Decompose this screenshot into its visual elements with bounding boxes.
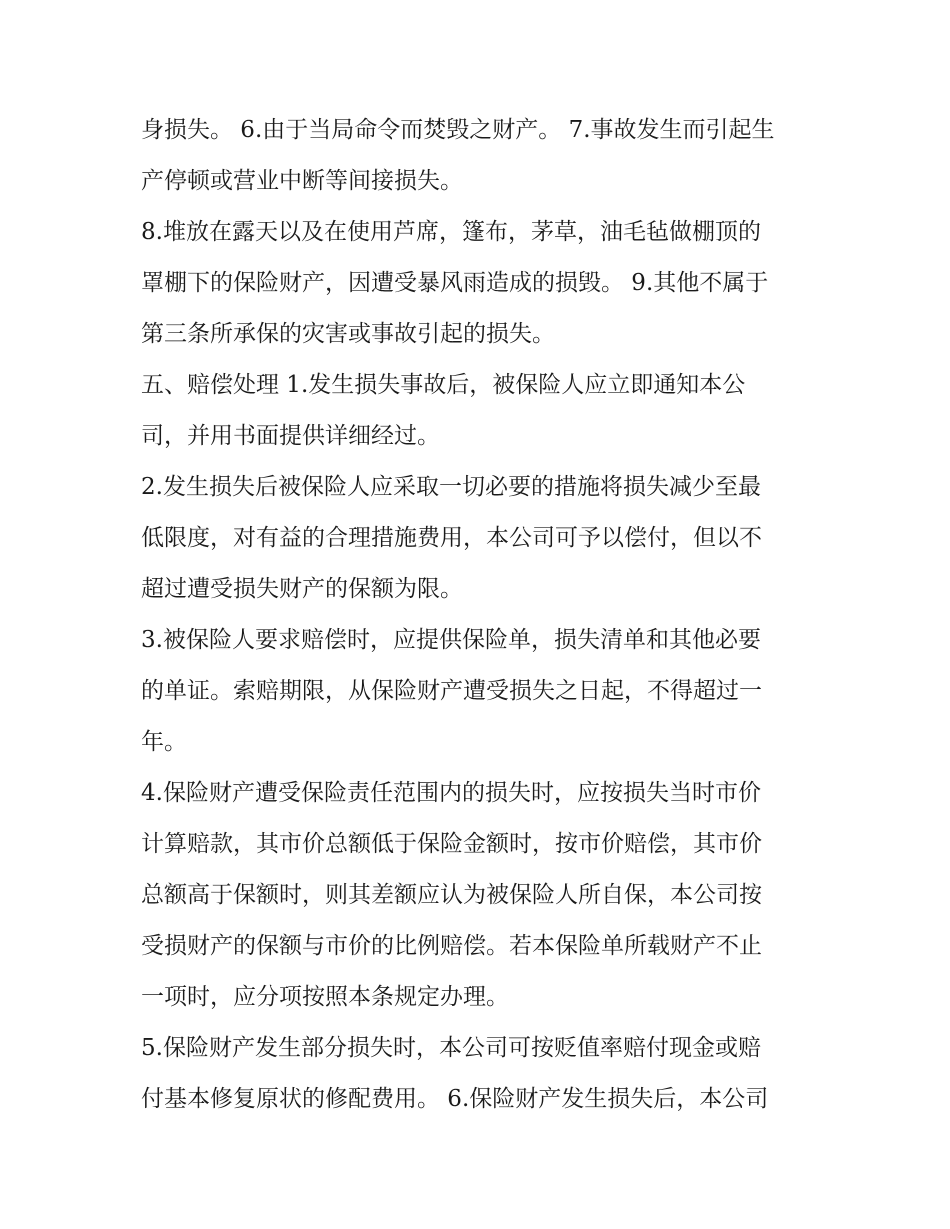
- text-line: 付基本修复原状的修配费用。 6.保险财产发生损失后，本公司: [141, 1086, 769, 1112]
- text-line: 的单证。索赔期限，从保险财产遭受损失之日起，不得超过一: [141, 678, 762, 704]
- text-line: 身损失。 6.由于当局命令而焚毁之财产。 7.事故发生而引起生: [141, 117, 775, 143]
- text-line: 低限度，对有益的合理措施费用，本公司可予以偿付，但以不: [141, 525, 762, 551]
- text-line: 受损财产的保额与市价的比例赔偿。若本保险单所载财产不止: [141, 933, 762, 959]
- text-line: 年。: [141, 729, 187, 755]
- text-line: 五、赔偿处理 1.发生损失事故后，被保险人应立即通知本公: [141, 372, 746, 398]
- text-line: 3.被保险人要求赔偿时，应提供保险单，损失清单和其他必要: [141, 627, 761, 653]
- text-line: 计算赔款，其市价总额低于保险金额时，按市价赔偿，其市价: [141, 831, 762, 857]
- text-line: 2.发生损失后被保险人应采取一切必要的措施将损失减少至最: [141, 474, 761, 500]
- text-line: 8.堆放在露天以及在使用芦席，篷布，茅草，油毛毡做棚顶的: [141, 219, 761, 245]
- text-line: 5.保险财产发生部分损失时，本公司可按贬值率赔付现金或赔: [141, 1035, 761, 1061]
- text-line: 超过遭受损失财产的保额为限。: [141, 576, 463, 602]
- text-line: 罩棚下的保险财产，因遭受暴风雨造成的损毁。 9.其他不属于: [141, 270, 769, 296]
- text-line: 一项时，应分项按照本条规定办理。: [141, 984, 509, 1010]
- text-line: 第三条所承保的灾害或事故引起的损失。: [141, 321, 555, 347]
- text-line: 司，并用书面提供详细经过。: [141, 423, 440, 449]
- document-body: [141, 105, 821, 1125]
- text-line: 产停顿或营业中断等间接损失。: [141, 168, 463, 194]
- text-line: 总额高于保额时，则其差额应认为被保险人所自保，本公司按: [141, 882, 762, 908]
- text-line: 4.保险财产遭受保险责任范围内的损失时，应按损失当时市价: [141, 780, 761, 806]
